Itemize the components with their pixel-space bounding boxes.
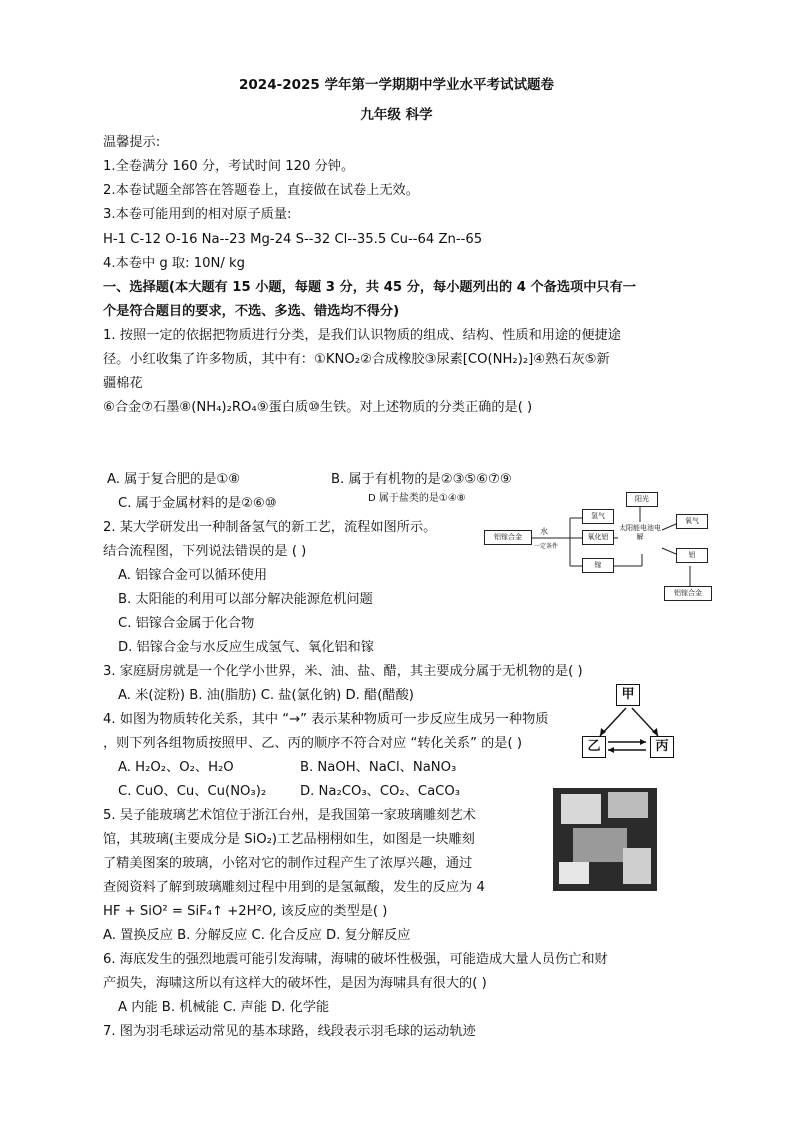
gallium-box: 镓 xyxy=(582,558,614,573)
question-text: 2. 某大学研发出一种制备氢气的新工艺，流程如图所示。 xyxy=(103,520,437,535)
question-text: 7. 图为羽毛球运动常见的基本球路，线段表示羽毛球的运动轨迹 xyxy=(103,1024,476,1039)
node-jia: 甲 xyxy=(616,684,640,706)
water-label: 水 xyxy=(540,527,548,536)
reaction-equation: HF + SiO² = SiF₄↑ +2H²O, 该反应的类型是( ) xyxy=(103,904,388,919)
question-text: ⑥合金⑦石墨⑧(NH₄)₂RO₄⑨蛋白质⑩生铁。对上述物质的分类正确的是( ) xyxy=(103,400,533,415)
question-text: 馆，其玻璃(主要成分是 SiO₂)工艺品栩栩如生，如图是一块雕刻 xyxy=(103,832,475,847)
option-c: C. 铝镓合金属于化合物 xyxy=(118,616,255,631)
alumina-box: 氧化铝 xyxy=(582,530,614,545)
exam-subtitle: 九年级 科学 xyxy=(360,107,433,123)
options: A. 米(淀粉) B. 油(脂肪) C. 盐(氯化钠) D. 醋(醋酸) xyxy=(118,688,414,703)
condition-label: 一定条件 xyxy=(534,543,559,550)
question-text: 疆棉花 xyxy=(103,376,143,391)
node-bing: 丙 xyxy=(650,736,674,758)
node-yi: 乙 xyxy=(582,736,606,758)
option-a: A. 属于复合肥的是①⑧ xyxy=(107,472,241,487)
question-text: 6. 海底发生的强烈地震可能引发海啸，海啸的破坏性极强，可能造成大量人员伤亡和财 xyxy=(103,952,608,967)
question-text: ，则下列各组物质按照甲、乙、丙的顺序不符合对应 “转化关系” 的是( ) xyxy=(103,736,522,751)
notice-line: 2.本卷试题全部答在答题卷上，直接做在试卷上无效。 xyxy=(103,183,419,198)
option-b: B. NaOH、NaCl、NaNO₃ xyxy=(300,760,457,775)
aluminum-box: 铝 xyxy=(676,548,708,563)
option-c: C. CuO、Cu、Cu(NO₃)₂ xyxy=(118,784,267,799)
hydrogen-box: 氢气 xyxy=(582,509,614,524)
option-d: D 属于盐类的是①④⑧ xyxy=(368,493,466,504)
option-c: C. 属于金属材料的是②⑥⑩ xyxy=(118,496,277,511)
section-heading: 个是符合题目的要求，不选、多选、错选均不得分) xyxy=(103,304,400,319)
oxygen-box: 氧气 xyxy=(676,514,708,529)
flowchart xyxy=(482,490,722,610)
question-text: 5. 吴子能玻璃艺术馆位于浙江台州，是我国第一家玻璃雕刻艺术 xyxy=(103,808,476,823)
question-text: 产损失，海啸这所以有这样大的破坏性，是因为海啸具有很大的( ) xyxy=(103,976,487,991)
sunlight-box: 阳光 xyxy=(626,492,658,507)
options: A. 置换反应 B. 分解反应 C. 化合反应 D. 复分解反应 xyxy=(103,928,411,943)
notice-line: 4.本卷中 g 取: 10N/ kg xyxy=(103,256,246,271)
question-text: 结合流程图，下列说法错误的是 ( ) xyxy=(103,544,307,559)
option-a: A. 铝镓合金可以循环使用 xyxy=(118,568,268,583)
options: A 内能 B. 机械能 C. 声能 D. 化学能 xyxy=(118,1000,330,1015)
atomic-masses: H-1 C-12 O-16 Na--23 Mg-24 S--32 Cl--35.5 Cu--64 Zn--65 xyxy=(103,232,483,247)
alloy-box-2: 铝镓合金 xyxy=(664,586,712,601)
question-text: 了精美图案的玻璃，小铭对它的制作过程产生了浓厚兴趣，通过 xyxy=(103,856,473,871)
section-heading: 一、选择题(本大题有 15 小题，每题 3 分，共 45 分，每小题列出的 4 个备选项中只有一 xyxy=(103,280,636,295)
alloy-box: 铝镓合金 xyxy=(484,530,532,545)
question-text: 径。小红收集了许多物质，其中有：①KNO₂②合成橡胶③尿素[CO(NH₂)₂]④熟石灰⑤新 xyxy=(103,352,610,367)
conversion-diagram xyxy=(578,684,678,760)
notice-heading: 温馨提示: xyxy=(103,135,161,150)
option-d: D. 铝镓合金与水反应生成氢气、氧化铝和镓 xyxy=(118,640,374,655)
option-b: B. 太阳能的利用可以部分解决能源危机问题 xyxy=(118,592,373,607)
question-text: 查阅资料了解到玻璃雕刻过程中用到的是氢氟酸，发生的反应为 4 xyxy=(103,880,485,895)
exam-title: 2024-2025 学年第一学期期中学业水平考试试题卷 xyxy=(239,77,554,93)
carved-glass-photo xyxy=(553,788,657,891)
option-b: B. 属于有机物的是②③⑤⑥⑦⑨ xyxy=(331,472,512,487)
option-d: D. Na₂CO₃、CO₂、CaCO₃ xyxy=(300,784,461,799)
notice-line: 3.本卷可能用到的相对原子质量: xyxy=(103,207,292,222)
option-a: A. H₂O₂、O₂、H₂O xyxy=(118,760,234,775)
question-text: 3. 家庭厨房就是一个化学小世界，米、油、盐、醋，其主要成分属于无机物的是( ) xyxy=(103,664,583,679)
question-text: 4. 如图为物质转化关系，其中 “→” 表示某种物质可一步反应生成另一种物质 xyxy=(103,712,549,727)
electrolysis-label: 太阳能电池电解 xyxy=(619,524,661,541)
question-text: 1. 按照一定的依据把物质进行分类，是我们认识物质的组成、结构、性质和用途的便捷途 xyxy=(103,328,621,343)
notice-line: 1.全卷满分 160 分，考试时间 120 分钟。 xyxy=(103,159,355,174)
